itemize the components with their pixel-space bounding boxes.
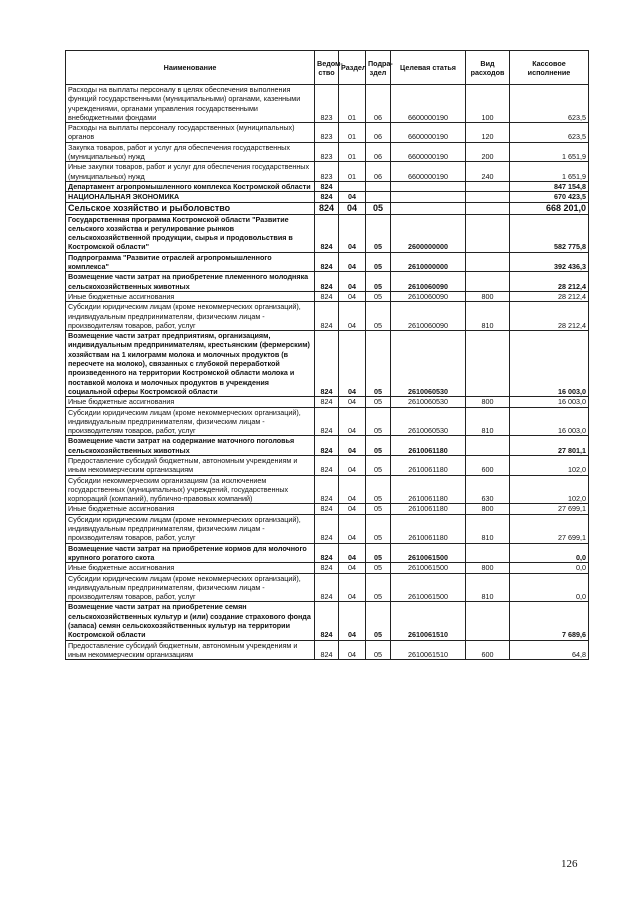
row-subsection: 05 xyxy=(366,640,391,660)
row-exec: 1 651,9 xyxy=(510,162,589,182)
row-target: 2610060090 xyxy=(391,302,466,331)
table-row xyxy=(66,436,589,456)
row-name: Подпрограмма "Развитие отраслей агропромышленного комплекса" xyxy=(66,252,315,272)
row-name: Иные бюджетные ассигнования xyxy=(66,563,315,573)
row-name: Предоставление субсидий бюджетным, автономным учреждениям и иным некоммерческим организациям xyxy=(66,455,315,475)
row-exptype xyxy=(466,436,510,456)
row-dept: 824 xyxy=(315,202,339,214)
table-row xyxy=(66,573,589,602)
row-subsection: 05 xyxy=(366,573,391,602)
row-target xyxy=(391,192,466,202)
row-name: Департамент агропромышленного комплекса Костромской области xyxy=(66,181,315,191)
row-exptype: 120 xyxy=(466,123,510,143)
row-exptype: 800 xyxy=(466,291,510,301)
row-target: 2610061510 xyxy=(391,640,466,660)
row-name: Возмещение части затрат на приобретение кормов для молочного крупного рогатого скота xyxy=(66,543,315,563)
row-dept: 824 xyxy=(315,331,339,397)
table-row xyxy=(66,162,589,182)
row-subsection: 06 xyxy=(366,162,391,182)
row-target: 2610061180 xyxy=(391,475,466,504)
row-name: Субсидии юридическим лицам (кроме некоммерческих организаций), индивидуальным предпринимателям, физическим лицам - производителям товаров, работ, услуг xyxy=(66,573,315,602)
row-target: 2610061510 xyxy=(391,602,466,640)
row-target: 2610061500 xyxy=(391,573,466,602)
table-row xyxy=(66,302,589,331)
row-exec: 668 201,0 xyxy=(510,202,589,214)
budget-table xyxy=(65,50,589,660)
row-target: 2610060090 xyxy=(391,272,466,292)
row-section: 04 xyxy=(339,407,366,436)
row-section: 04 xyxy=(339,602,366,640)
row-exec: 16 003,0 xyxy=(510,331,589,397)
row-exec: 582 775,8 xyxy=(510,214,589,252)
row-name: Иные закупки товаров, работ и услуг для обеспечения государственных (муниципальных) нужд xyxy=(66,162,315,182)
row-exec: 28 212,4 xyxy=(510,272,589,292)
row-exec: 27 801,1 xyxy=(510,436,589,456)
row-name: Субсидии некоммерческим организациям (за исключением государственных (муниципальных) учреждений, государственных корпораций (компаний), публично-правовых компаний) xyxy=(66,475,315,504)
row-subsection: 05 xyxy=(366,602,391,640)
row-dept: 824 xyxy=(315,214,339,252)
row-section: 04 xyxy=(339,214,366,252)
header-subsection: Подра-здел xyxy=(366,51,391,85)
row-exptype: 810 xyxy=(466,302,510,331)
row-name: Субсидии юридическим лицам (кроме некоммерческих организаций), индивидуальным предпринимателям, физическим лицам - производителям товаров, работ, услуг xyxy=(66,514,315,543)
row-exec: 16 003,0 xyxy=(510,407,589,436)
table-row xyxy=(66,407,589,436)
table-row xyxy=(66,142,589,162)
row-exptype xyxy=(466,214,510,252)
row-subsection: 05 xyxy=(366,252,391,272)
row-subsection: 05 xyxy=(366,563,391,573)
row-dept: 824 xyxy=(315,436,339,456)
row-exptype: 810 xyxy=(466,573,510,602)
row-exec: 847 154,8 xyxy=(510,181,589,191)
row-exptype: 240 xyxy=(466,162,510,182)
row-name: Возмещение части затрат предприятиям, организациям, индивидуальным предпринимателям, крестьянским (фермерским) хозяйствам на 1 килограмм молока и молочных продуктов (в пересчете на молоко), связанных с глубокой переработкой произведенного на территории Костромской области молока и поставкой молока и молочных продуктов в учреждения социальной сферы Костромской области xyxy=(66,331,315,397)
row-exptype xyxy=(466,543,510,563)
table-row xyxy=(66,214,589,252)
row-exptype xyxy=(466,272,510,292)
row-dept: 824 xyxy=(315,397,339,407)
table-row xyxy=(66,640,589,660)
header-target: Целевая статья xyxy=(391,51,466,85)
row-subsection: 05 xyxy=(366,291,391,301)
row-subsection: 05 xyxy=(366,407,391,436)
table-row xyxy=(66,291,589,301)
header-dept: Ведом-ство xyxy=(315,51,339,85)
row-exec: 7 689,6 xyxy=(510,602,589,640)
row-dept: 824 xyxy=(315,514,339,543)
row-exptype: 800 xyxy=(466,504,510,514)
row-exptype: 800 xyxy=(466,397,510,407)
table-row xyxy=(66,455,589,475)
row-section: 01 xyxy=(339,123,366,143)
row-dept: 824 xyxy=(315,602,339,640)
row-target: 6600000190 xyxy=(391,142,466,162)
row-exptype xyxy=(466,602,510,640)
row-exec: 102,0 xyxy=(510,455,589,475)
row-section: 01 xyxy=(339,85,366,123)
row-target xyxy=(391,202,466,214)
row-exec: 27 699,1 xyxy=(510,514,589,543)
row-section: 04 xyxy=(339,573,366,602)
row-exec: 623,5 xyxy=(510,85,589,123)
row-dept: 824 xyxy=(315,563,339,573)
row-exptype: 600 xyxy=(466,640,510,660)
row-name: Закупка товаров, работ и услуг для обеспечения государственных (муниципальных) нужд xyxy=(66,142,315,162)
row-name: Возмещение части затрат на приобретение семян сельскохозяйственных культур и (или) создание страхового фонда (запаса) семян сельскохозяйственных культур на территории Костромской области xyxy=(66,602,315,640)
table-row xyxy=(66,331,589,397)
row-target: 6600000190 xyxy=(391,162,466,182)
row-target: 6600000190 xyxy=(391,123,466,143)
row-exptype: 630 xyxy=(466,475,510,504)
row-target: 2600000000 xyxy=(391,214,466,252)
row-dept: 824 xyxy=(315,291,339,301)
row-subsection: 05 xyxy=(366,272,391,292)
row-dept: 824 xyxy=(315,181,339,191)
row-exec: 1 651,9 xyxy=(510,142,589,162)
row-subsection: 05 xyxy=(366,514,391,543)
row-exptype: 100 xyxy=(466,85,510,123)
header-exptype: Вид расходов xyxy=(466,51,510,85)
row-section: 04 xyxy=(339,436,366,456)
header-exec: Кассовое исполнение xyxy=(510,51,589,85)
table-row xyxy=(66,397,589,407)
row-subsection: 05 xyxy=(366,302,391,331)
row-name: Расходы на выплаты персоналу в целях обеспечения выполнения функций государственными (муниципальными) органами, казенными учреждениями, органами управления государственными внебюджетными фондами xyxy=(66,85,315,123)
row-dept: 824 xyxy=(315,573,339,602)
row-dept: 824 xyxy=(315,455,339,475)
row-section: 04 xyxy=(339,563,366,573)
row-name: Возмещение части затрат на приобретение племенного молодняка сельскохозяйственных животных xyxy=(66,272,315,292)
row-exec: 0,0 xyxy=(510,563,589,573)
row-section: 04 xyxy=(339,192,366,202)
row-subsection: 05 xyxy=(366,504,391,514)
table-row xyxy=(66,252,589,272)
row-subsection: 06 xyxy=(366,142,391,162)
row-name: Иные бюджетные ассигнования xyxy=(66,291,315,301)
row-dept: 824 xyxy=(315,475,339,504)
row-dept: 823 xyxy=(315,85,339,123)
row-name: Субсидии юридическим лицам (кроме некоммерческих организаций), индивидуальным предпринимателям, физическим лицам - производителям товаров, работ, услуг xyxy=(66,407,315,436)
row-exptype xyxy=(466,192,510,202)
row-target: 2610061500 xyxy=(391,563,466,573)
row-section: 04 xyxy=(339,455,366,475)
row-target: 2610060530 xyxy=(391,397,466,407)
table-row xyxy=(66,504,589,514)
row-subsection: 05 xyxy=(366,543,391,563)
row-exec: 102,0 xyxy=(510,475,589,504)
row-section: 04 xyxy=(339,504,366,514)
row-name: Иные бюджетные ассигнования xyxy=(66,397,315,407)
row-name: Иные бюджетные ассигнования xyxy=(66,504,315,514)
row-dept: 823 xyxy=(315,142,339,162)
row-exec: 27 699,1 xyxy=(510,504,589,514)
row-section: 04 xyxy=(339,331,366,397)
row-section: 04 xyxy=(339,514,366,543)
row-subsection: 05 xyxy=(366,455,391,475)
row-exec: 670 423,5 xyxy=(510,192,589,202)
table-row xyxy=(66,602,589,640)
row-subsection: 05 xyxy=(366,331,391,397)
row-exec: 28 212,4 xyxy=(510,302,589,331)
row-subsection: 06 xyxy=(366,123,391,143)
row-exptype: 810 xyxy=(466,407,510,436)
row-section: 04 xyxy=(339,543,366,563)
row-exec: 28 212,4 xyxy=(510,291,589,301)
row-section: 01 xyxy=(339,142,366,162)
table-row xyxy=(66,202,589,214)
row-section: 04 xyxy=(339,640,366,660)
row-section xyxy=(339,181,366,191)
row-name: Возмещение части затрат на содержание маточного поголовья сельскохозяйственных животных xyxy=(66,436,315,456)
row-target: 2610061180 xyxy=(391,455,466,475)
row-subsection: 06 xyxy=(366,85,391,123)
header-name: Наименование xyxy=(66,51,315,85)
row-name: Расходы на выплаты персоналу государственных (муниципальных) органов xyxy=(66,123,315,143)
row-exptype: 200 xyxy=(466,142,510,162)
row-target: 2610060530 xyxy=(391,407,466,436)
row-dept: 823 xyxy=(315,162,339,182)
page-number: 126 xyxy=(561,858,578,870)
row-target: 2610061180 xyxy=(391,504,466,514)
row-exptype: 800 xyxy=(466,563,510,573)
table-row xyxy=(66,123,589,143)
row-exptype xyxy=(466,181,510,191)
table-row xyxy=(66,192,589,202)
row-target xyxy=(391,181,466,191)
row-subsection: 05 xyxy=(366,475,391,504)
row-target: 2610061180 xyxy=(391,514,466,543)
row-exec: 0,0 xyxy=(510,543,589,563)
row-name: Субсидии юридическим лицам (кроме некоммерческих организаций), индивидуальным предпринимателям, физическим лицам - производителям товаров, работ, услуг xyxy=(66,302,315,331)
row-exptype xyxy=(466,202,510,214)
header-row xyxy=(66,51,589,85)
row-dept: 823 xyxy=(315,123,339,143)
row-exptype: 600 xyxy=(466,455,510,475)
row-subsection xyxy=(366,192,391,202)
row-dept: 824 xyxy=(315,543,339,563)
row-target: 2610061500 xyxy=(391,543,466,563)
row-section: 01 xyxy=(339,162,366,182)
row-section: 04 xyxy=(339,252,366,272)
row-dept: 824 xyxy=(315,272,339,292)
row-exptype xyxy=(466,252,510,272)
row-subsection: 05 xyxy=(366,214,391,252)
row-name: Сельское хозяйство и рыболовство xyxy=(66,202,315,214)
row-exec: 16 003,0 xyxy=(510,397,589,407)
row-exec: 0,0 xyxy=(510,573,589,602)
row-target: 2610060090 xyxy=(391,291,466,301)
table-row xyxy=(66,181,589,191)
table-row xyxy=(66,475,589,504)
row-exec: 64,8 xyxy=(510,640,589,660)
table-row xyxy=(66,85,589,123)
row-target: 2610061180 xyxy=(391,436,466,456)
row-exptype: 810 xyxy=(466,514,510,543)
row-exec: 392 436,3 xyxy=(510,252,589,272)
row-subsection: 05 xyxy=(366,436,391,456)
row-subsection: 05 xyxy=(366,202,391,214)
row-dept: 824 xyxy=(315,192,339,202)
row-section: 04 xyxy=(339,291,366,301)
row-target: 2610000000 xyxy=(391,252,466,272)
row-subsection: 05 xyxy=(366,397,391,407)
table-row xyxy=(66,272,589,292)
row-dept: 824 xyxy=(315,504,339,514)
row-target: 6600000190 xyxy=(391,85,466,123)
table-row xyxy=(66,543,589,563)
row-name: НАЦИОНАЛЬНАЯ ЭКОНОМИКА xyxy=(66,192,315,202)
row-section: 04 xyxy=(339,272,366,292)
row-exec: 623,5 xyxy=(510,123,589,143)
row-target: 2610060530 xyxy=(391,331,466,397)
row-dept: 824 xyxy=(315,252,339,272)
row-section: 04 xyxy=(339,475,366,504)
row-dept: 824 xyxy=(315,302,339,331)
row-subsection xyxy=(366,181,391,191)
row-dept: 824 xyxy=(315,640,339,660)
row-name: Предоставление субсидий бюджетным, автономным учреждениям и иным некоммерческим организациям xyxy=(66,640,315,660)
row-name: Государственная программа Костромской области "Развитие сельского хозяйства и регулирование рынков сельскохозяйственной продукции, сырья и продовольствия в Костромской области" xyxy=(66,214,315,252)
row-exptype xyxy=(466,331,510,397)
row-section: 04 xyxy=(339,302,366,331)
row-section: 04 xyxy=(339,202,366,214)
header-section: Раздел xyxy=(339,51,366,85)
row-section: 04 xyxy=(339,397,366,407)
table-row xyxy=(66,563,589,573)
table-row xyxy=(66,514,589,543)
row-dept: 824 xyxy=(315,407,339,436)
